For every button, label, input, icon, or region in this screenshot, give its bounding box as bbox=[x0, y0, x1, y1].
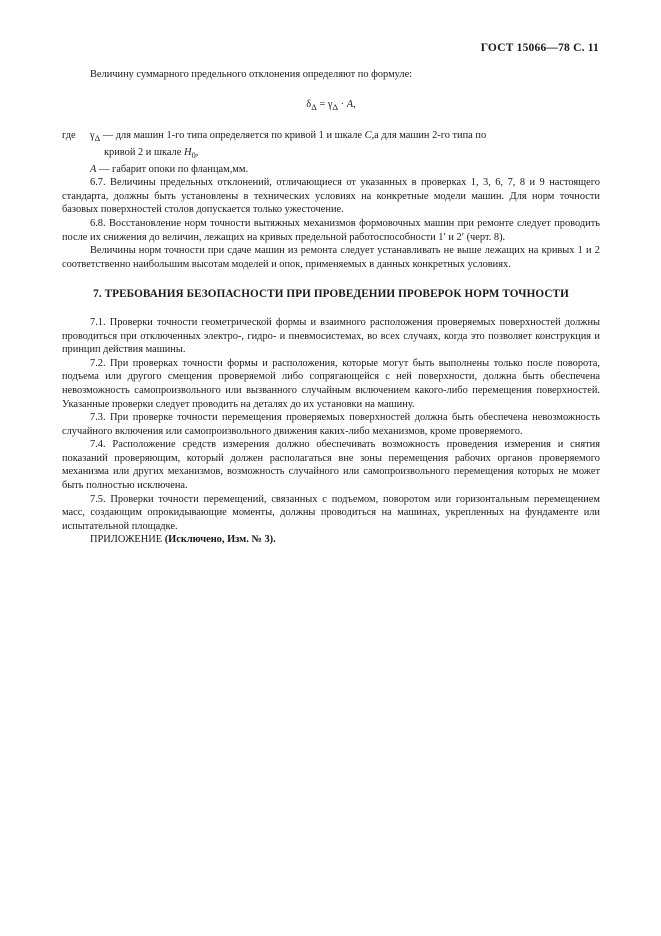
paragraph-7-3: 7.3. При проверке точности перемещения проверяемых поверхностей должна быть обеспечена невозможность случайного включения или самопроизвольного движения каких-либо механизмов, кроме проверяемого. bbox=[62, 412, 600, 437]
formula-gamma-sub: Δ bbox=[332, 101, 339, 112]
paragraph-7-5: 7.5. Проверки точности перемещений, связанных с подъемом, поворотом или горизонтальным перемещением масс, создающим опрокидывающие моменты, должны проводиться на машинах, укрепленных на фундаменте или испытательной площадке. bbox=[62, 493, 600, 532]
paragraph-7-4: 7.4. Расположение средств измерения должно обеспечивать возможность проведения измерения и снятия показаний проверяющим, который должен располагаться вне зоны перемещения рабочих органов проверяемого механизма или других механизмов, возможность случайного или самопроизвольного перемещения которых не может быть полностью исключена. bbox=[62, 439, 600, 492]
formula-equals: = bbox=[319, 98, 326, 110]
where-a bbox=[62, 163, 600, 177]
formula-intro: Величину суммарного предельного отклонения определяют по формуле: bbox=[90, 69, 413, 80]
appendix-label: ПРИЛОЖЕНИЕ bbox=[90, 534, 163, 546]
appendix-line bbox=[62, 533, 600, 547]
formula-a: A bbox=[346, 98, 354, 110]
section-7-title: 7. ТРЕБОВАНИЯ БЕЗОПАСНОСТИ ПРИ ПРОВЕДЕНИИ ПРОВЕРОК НОРМ ТОЧНОСТИ bbox=[93, 288, 569, 301]
scale-h-sub: 0 bbox=[191, 150, 196, 161]
gamma-text-4: , bbox=[195, 146, 199, 158]
where-gamma-cont bbox=[62, 146, 600, 163]
gamma-symbol: γ bbox=[90, 130, 95, 142]
a-text: — габарит опоки по фланцам,мм. bbox=[98, 163, 249, 175]
formula-delta: δ bbox=[306, 98, 312, 110]
scale-h: H bbox=[183, 146, 192, 158]
gamma-sub: Δ bbox=[94, 133, 101, 144]
gamma-text-3: кривой 2 и шкале bbox=[104, 146, 182, 158]
formula-delta-sub: Δ bbox=[311, 101, 317, 112]
formula-comma: , bbox=[353, 98, 356, 110]
gamma-text-1: — для машин 1-го типа определяется по кривой 1 и шкале bbox=[102, 130, 363, 142]
page-header: ГОСТ 15066—78 С. 11 bbox=[480, 42, 599, 54]
where-gamma-text bbox=[90, 129, 600, 146]
formula-dot: · bbox=[340, 98, 345, 110]
a-symbol: A bbox=[90, 163, 97, 175]
gamma-text-2: ,а для машин 2-го типа по bbox=[371, 130, 487, 142]
paragraph-6-8: 6.8. Восстановление норм точности вытяжных механизмов формовочных машин при ремонте следует проводить после их снижения до величин, лежащих на кривых предельной работоспособности 1′ и 2′ (черт. 8). bbox=[62, 217, 600, 243]
appendix-note: (Исключено, Изм. № 3). bbox=[164, 534, 276, 546]
formula-gamma: γ bbox=[327, 98, 333, 110]
paragraph-repair: Величины норм точности при сдаче машин из ремонта следует устанавливать не выше лежащих на кривых 1 и 2 соответственно наибольшим высотам моделей и опок, применяемых в данных конкретных условиях. bbox=[62, 245, 600, 270]
page-content bbox=[62, 68, 600, 547]
scale-c: C bbox=[364, 130, 372, 142]
where-label: где bbox=[62, 130, 76, 142]
paragraph-7-2: 7.2. При проверках точности формы и расположения, которые могут быть выполнены только после поворота, подъема или другого смещения проверяемой либо сопрягающейся с ней поверхности, должна быть обеспечена невозможность самопроизвольного или вызванного случайным включением какого-либо перемещения поверхностей. Указанные проверки следует проводить на деталях до их установки на машину. bbox=[62, 357, 600, 410]
paragraph-7-1: 7.1. Проверки точности геометрической формы и взаимного расположения проверяемых поверхностей должны проводиться при отключенных электро-, гидро- и пневмосистемах, во всех случаях, когда это позволяет конструкция и принцип действия машины. bbox=[62, 316, 600, 356]
where-gamma bbox=[62, 129, 600, 146]
formula bbox=[62, 98, 600, 115]
paragraph-6-7: 6.7. Величины предельных отклонений, отличающиеся от указанных в проверках 1, 3, 6, 7, 8 и 9 настоящего стандарта, должны быть установлены в технических условиях на конкретные модели машин. Для норм точности базовых поверхностей столов допускается только ужесточение. bbox=[62, 177, 600, 216]
